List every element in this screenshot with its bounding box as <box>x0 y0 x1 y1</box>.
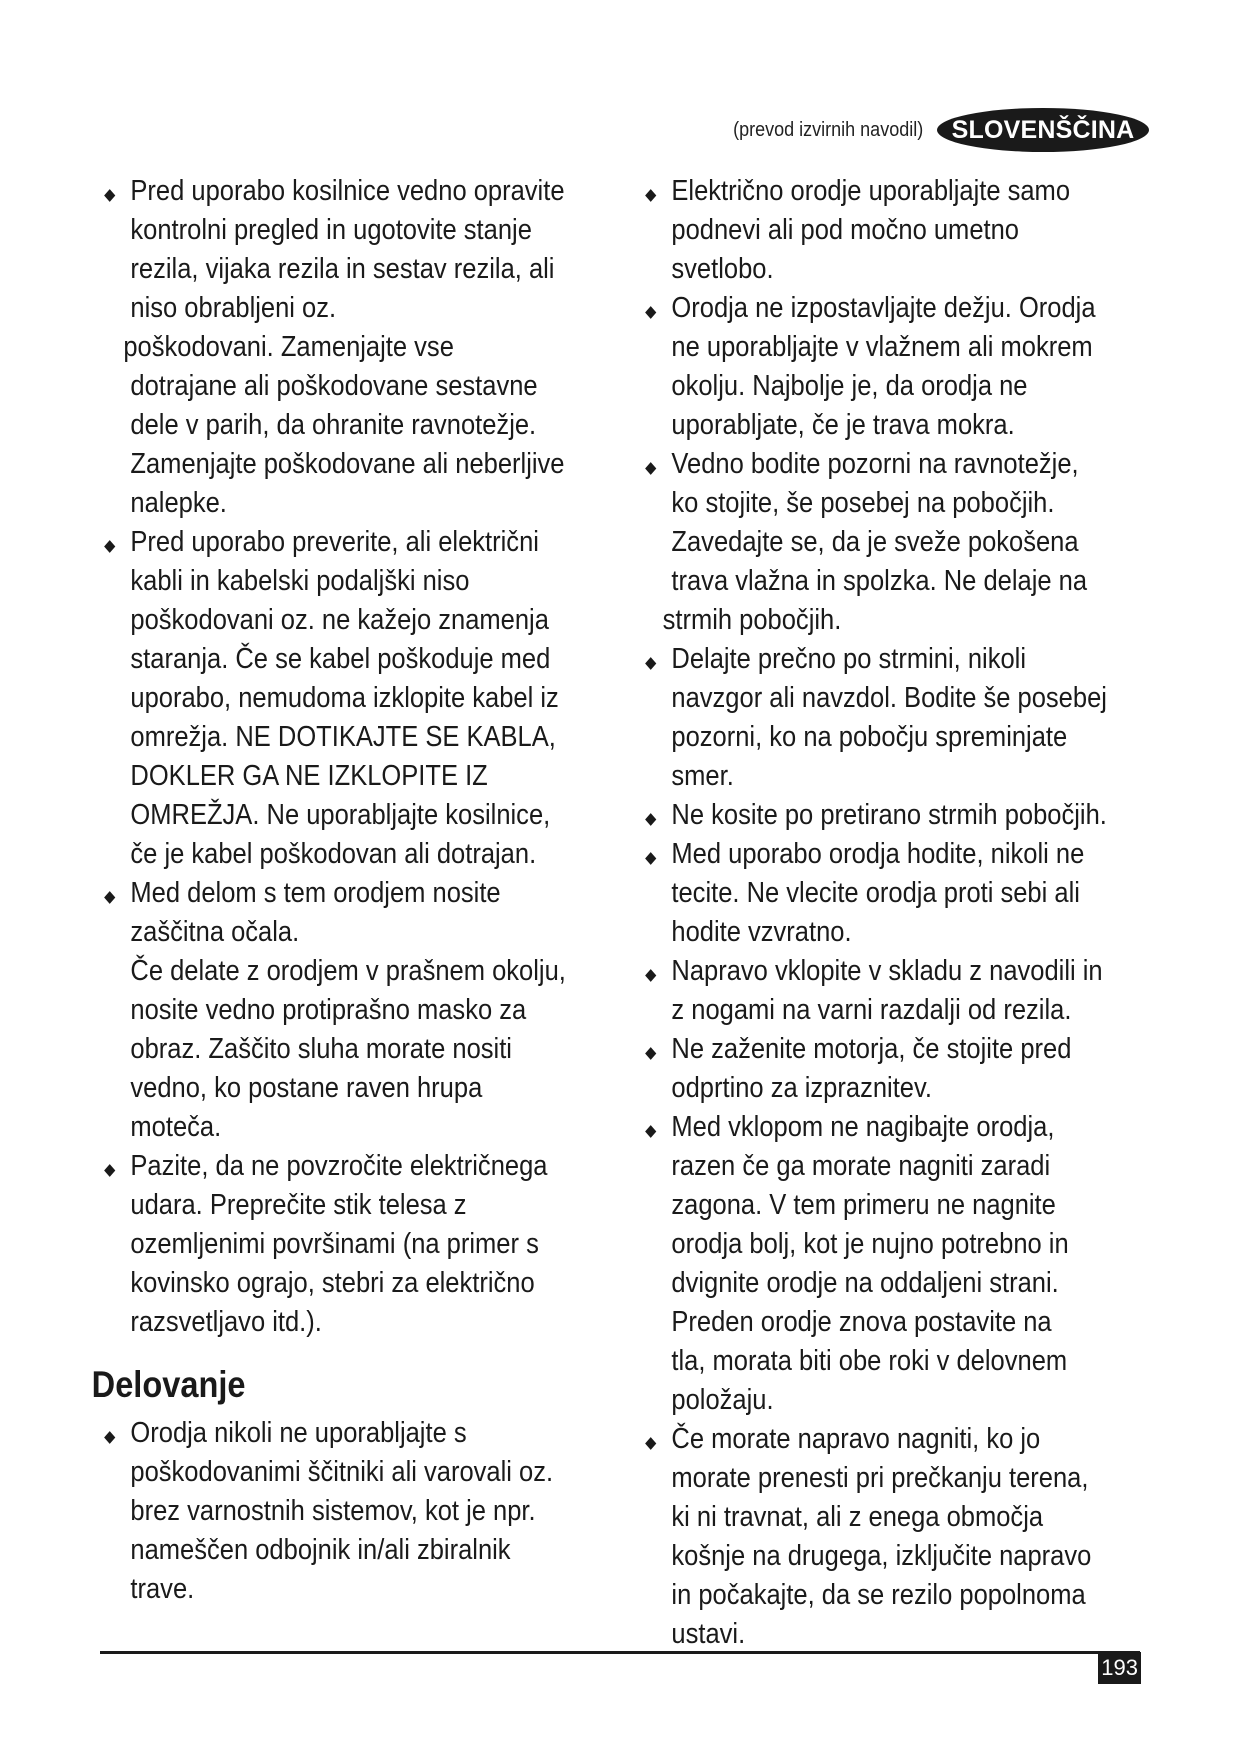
text-line: razen če ga morate nagniti zaradi <box>671 1150 1051 1182</box>
text-line: dotrajane ali poškodovane sestavne <box>130 370 538 402</box>
text-line: brez varnostnih sistemov, kot je npr. <box>130 1495 536 1527</box>
right-column <box>645 172 1125 1654</box>
text-line: Če delate z orodjem v prašnem okolju, <box>130 955 566 987</box>
list-item <box>645 172 1125 289</box>
page-number: 193 <box>1098 1652 1141 1684</box>
bullet-icon <box>106 1147 124 1186</box>
bullet-icon <box>106 172 124 211</box>
text-line: vedno, ko postane raven hrupa <box>130 1072 483 1104</box>
text-line: Zamenjajte poškodovane ali neberljive <box>130 448 565 480</box>
text-line: nameščen odbojnik in/ali zbiralnik <box>130 1534 511 1566</box>
text-line: razsvetljavo itd.). <box>130 1306 322 1338</box>
bullet-icon <box>647 1420 665 1459</box>
text-line: z nogami na varni razdalji od rezila. <box>671 994 1072 1026</box>
text-line: odprtino za izpraznitev. <box>671 1072 932 1104</box>
text-line: Pred uporabo preverite, ali električni <box>130 526 539 558</box>
bullet-icon <box>647 445 665 484</box>
language-badge: SLOVENŠČINA <box>937 108 1149 152</box>
bullet-icon <box>647 952 665 991</box>
text-line: Pred uporabo kosilnice vedno opravite <box>130 175 565 207</box>
text-line: nosite vedno protiprašno masko za <box>130 994 527 1026</box>
text-line: poškodovani. Zamenjajte vse <box>123 331 454 363</box>
list-item <box>645 952 1125 1030</box>
text-line: morate prenesti pri prečkanju terena, <box>671 1462 1089 1494</box>
list-item <box>645 835 1125 952</box>
text-line: ozemljenimi površinami (na primer s <box>130 1228 539 1260</box>
bullet-icon <box>647 172 665 211</box>
text-line: okolju. Najbolje je, da orodja ne <box>671 370 1028 402</box>
header-subtitle: (prevod izvirnih navodil) <box>732 118 923 141</box>
list-item <box>104 1414 562 1609</box>
text-line: Ne zaženite motorja, če stojite pred <box>671 1033 1072 1065</box>
text-line: poškodovanimi ščitniki ali varovali oz. <box>130 1456 554 1488</box>
text-line: staranja. Če se kabel poškoduje med <box>130 643 551 675</box>
list-item <box>104 172 565 523</box>
text-line: DOKLER GA NE IZKLOPITE IZ <box>130 760 488 792</box>
bullet-icon <box>106 1414 124 1453</box>
bullet-icon <box>647 289 665 328</box>
text-line: udara. Preprečite stik telesa z <box>130 1189 467 1221</box>
text-line: omrežja. NE DOTIKAJTE SE KABLA, <box>130 721 556 753</box>
list-item <box>645 445 1125 640</box>
text-line: košnje na drugega, izključite napravo <box>671 1540 1092 1572</box>
text-line: svetlobo. <box>671 253 774 285</box>
text-line: zaščitna očala. <box>130 916 300 948</box>
text-line: Zavedajte se, da je sveže pokošena <box>671 526 1079 558</box>
text-line: Orodja ne izpostavljajte dežju. Orodja <box>671 292 1096 324</box>
text-line: rezila, vijaka rezila in sestav rezila, ali <box>130 253 555 285</box>
list-item <box>645 796 1125 835</box>
text-line: pozorni, ko na pobočju spreminjate <box>671 721 1068 753</box>
bullet-icon <box>647 1030 665 1069</box>
text-line: obraz. Zaščito sluha morate nositi <box>130 1033 512 1065</box>
list-item <box>645 640 1125 796</box>
text-line: tecite. Ne vlecite orodja proti sebi ali <box>671 877 1080 909</box>
list-item <box>645 1420 1125 1654</box>
bullet-icon <box>106 874 124 913</box>
text-line: trava vlažna in spolzka. Ne delaje na <box>671 565 1088 597</box>
text-line: poškodovani oz. ne kažejo znamenja <box>130 604 549 636</box>
text-line: Vedno bodite pozorni na ravnotežje, <box>671 448 1079 480</box>
text-line: uporabljate, če je trava mokra. <box>671 409 1015 441</box>
text-line: Ne kosite po pretirano strmih pobočjih. <box>671 799 1107 831</box>
footer-rule <box>100 1651 1140 1654</box>
text-line: strmih pobočjih. <box>662 604 842 636</box>
text-line: Orodja nikoli ne uporabljajte s <box>130 1417 467 1449</box>
text-line: Električno orodje uporabljajte samo <box>671 175 1071 207</box>
text-line: ne uporabljajte v vlažnem ali mokrem <box>671 331 1093 363</box>
text-line: ki ni travnat, ali z enega območja <box>671 1501 1044 1533</box>
text-line: in počakajte, da se rezilo popolnoma <box>671 1579 1086 1611</box>
text-line: položaju. <box>671 1384 774 1416</box>
text-line: ustavi. <box>671 1618 746 1650</box>
text-line: tla, morata biti obe roki v delovnem <box>671 1345 1068 1377</box>
text-line: uporabo, nemudoma izklopite kabel iz <box>130 682 559 714</box>
text-line: če je kabel poškodovan ali dotrajan. <box>130 838 537 870</box>
text-line: kabli in kabelski podaljški niso <box>130 565 470 597</box>
text-line: orodja bolj, kot je nujno potrebno in <box>671 1228 1069 1260</box>
text-line: moteča. <box>130 1111 222 1143</box>
text-line: nalepke. <box>130 487 227 519</box>
text-line: navzgor ali navzdol. Bodite še posebej <box>671 682 1107 714</box>
text-line: hodite vzvratno. <box>671 916 852 948</box>
text-line: Delajte prečno po strmini, nikoli <box>671 643 1027 675</box>
text-line: trave. <box>130 1573 195 1605</box>
list-item <box>104 874 566 1147</box>
bullet-icon <box>647 796 665 835</box>
text-line: Napravo vklopite v skladu z navodili in <box>671 955 1103 987</box>
text-line: kontrolni pregled in ugotovite stanje <box>130 214 532 246</box>
bullet-icon <box>106 523 124 562</box>
text-line: Med delom s tem orodjem nosite <box>130 877 501 909</box>
list-item <box>645 289 1125 445</box>
text-line: podnevi ali pod močno umetno <box>671 214 1019 246</box>
left-column <box>91 172 566 1609</box>
text-line: ko stojite, še posebej na pobočjih. <box>671 487 1055 519</box>
bullet-icon <box>647 640 665 679</box>
text-line: dvignite orodje na oddaljeni strani. <box>671 1267 1059 1299</box>
list-item <box>645 1030 1125 1108</box>
page-header <box>712 108 1149 152</box>
text-line: OMREŽJA. Ne uporabljajte kosilnice, <box>130 799 551 831</box>
text-line: smer. <box>671 760 734 792</box>
text-line: Med uporabo orodja hodite, nikoli ne <box>671 838 1085 870</box>
list-item <box>104 523 562 874</box>
list-item <box>104 1147 562 1342</box>
bullet-icon <box>647 835 665 874</box>
text-line: Pazite, da ne povzročite električnega <box>130 1150 548 1182</box>
text-line: Preden orodje znova postavite na <box>671 1306 1052 1338</box>
text-line: kovinsko ograjo, stebri za električno <box>130 1267 535 1299</box>
text-line: Med vklopom ne nagibajte orodja, <box>671 1111 1055 1143</box>
list-item <box>645 1108 1125 1420</box>
bullet-icon <box>647 1108 665 1147</box>
text-line: Če morate napravo nagniti, ko jo <box>671 1423 1041 1455</box>
text-line: zagona. V tem primeru ne nagnite <box>671 1189 1056 1221</box>
text-line: niso obrabljeni oz. <box>130 292 337 324</box>
section-heading: Delovanje <box>91 1364 246 1405</box>
text-line: dele v parih, da ohranite ravnotežje. <box>130 409 537 441</box>
